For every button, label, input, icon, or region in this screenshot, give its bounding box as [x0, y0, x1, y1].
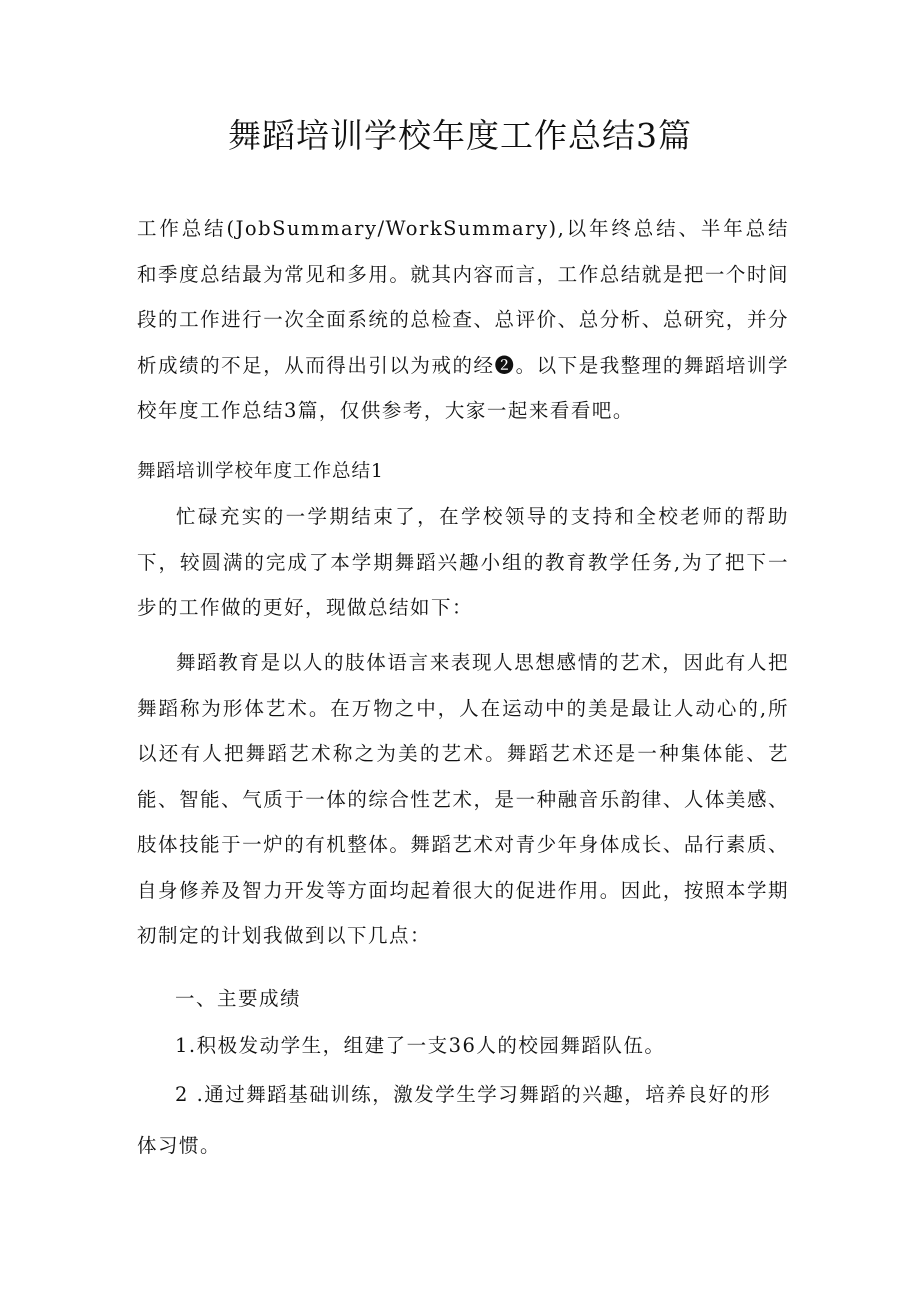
list-item-1: 1.积极发动学生，组建了一支36人的校园舞蹈队伍。 [175, 1034, 666, 1057]
list-item-2-continuation: 体习惯。 [137, 1134, 222, 1157]
achievements-heading: 一、主要成绩 [175, 987, 302, 1010]
body-paragraph-2: 舞蹈教育是以人的肢体语言来表现人思想感情的艺术，因此有人把舞蹈称为形体艺术。在万物之中，人在运动中的美是最让人动心的,所以还有人把舞蹈艺术称之为美的艺术。舞蹈艺术还是一种集体能、艺能、智能、气质于一体的综合性艺术，是一种融音乐韵律、人体美感、肢体技能于一炉的有机整体。舞蹈艺术对青少年身体成长、品行素质、自身修养及智力开发等方面均起着很大的促进作用。因此，按照本学期初制定的计划我做到以下几点： [137, 651, 789, 947]
section-heading: 舞蹈培训学校年度工作总结1 [137, 461, 384, 482]
list-item-2: 2 .通过舞蹈基础训练，激发学生学习舞蹈的兴趣，培养良好的形 [175, 1083, 772, 1106]
intro-paragraph: 工作总结(JobSummary/WorkSummary),以年终总结、半年总结和季度总结最为常见和多用。就其内容而言，工作总结就是把一个时间段的工作进行一次全面系统的总检查、总评价、总分析、总研究，并分析成绩的不足，从而得出引以为戒的经❷。以下是我整理的舞蹈培训学校年度工作总结3篇，仅供参考，大家一起来看看吧。 [137, 217, 789, 422]
body-paragraph-1: 忙碌充实的一学期结束了，在学校领导的支持和全校老师的帮助下，较圆满的完成了本学期舞蹈兴趣小组的教育教学任务,为了把下一步的工作做的更好，现做总结如下： [137, 505, 789, 619]
document-title: 舞蹈培训学校年度工作总结3篇 [228, 116, 692, 155]
